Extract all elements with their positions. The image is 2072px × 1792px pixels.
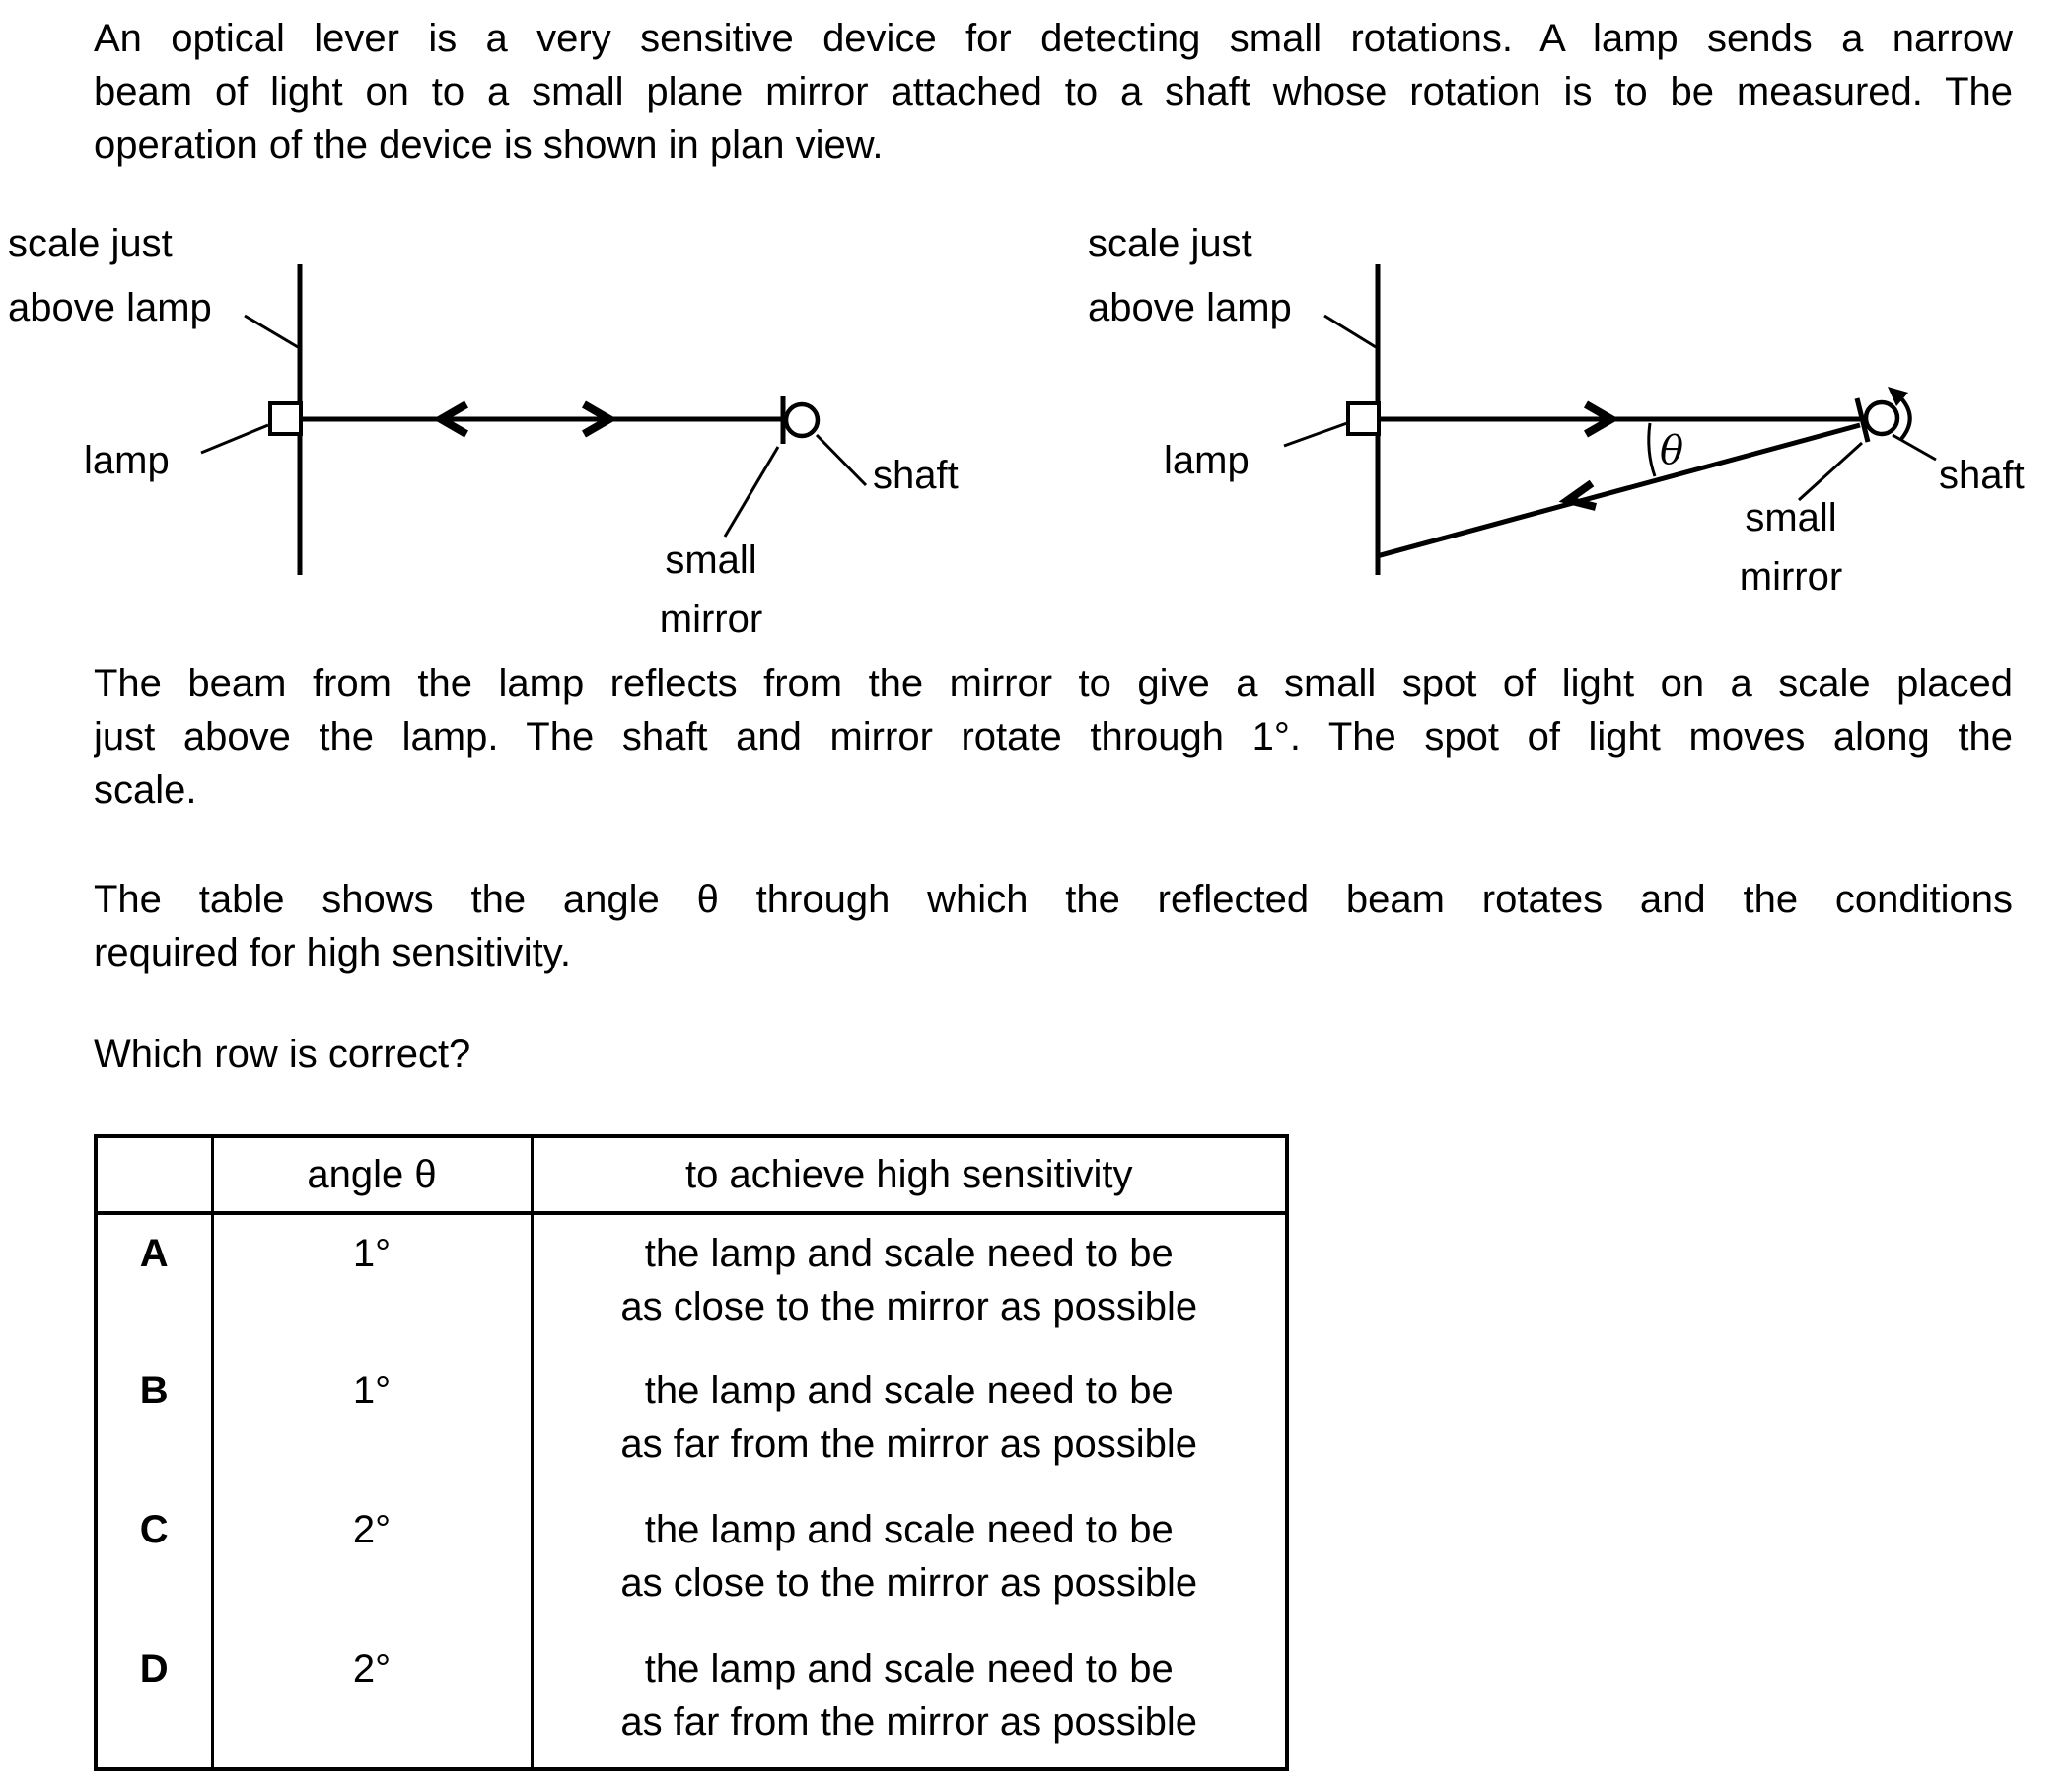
paragraph-line: scale. [94,768,197,812]
answer-table [94,1134,1289,1771]
header-sensitivity-column: to achieve high sensitivity [532,1136,1287,1213]
shaft-symbol [1866,402,1897,434]
condition-line: the lamp and scale need to be [644,1232,1174,1275]
mirror-label-leader-line [725,447,778,537]
table-row-C [96,1491,1287,1630]
paragraph-line: The table shows the angle θ through which the reflected beam rotates and the conditions [94,878,2013,921]
left-shaft-label: shaft [873,454,959,497]
option-letter: A [139,1232,169,1275]
paragraph-line: An optical lever is a very sensitive device for detecting small rotations. A lamp sends a narrow [94,17,2013,60]
left-scale-label-line1: scale just [8,222,173,265]
condition-line: as far from the mirror as possible [620,1700,1198,1744]
angle-value: 1° [212,1352,532,1491]
table-row-D [96,1630,1287,1769]
condition-line: the lamp and scale need to be [644,1508,1174,1551]
mirror-label-leader-line [1799,443,1862,500]
paragraph-line: Which row is correct? [94,1033,471,1076]
paragraph-line: required for high sensitivity. [94,931,571,974]
paragraph-line: beam of light on to a small plane mirror attached to a shaft whose rotation is to be measured. The [94,70,2013,113]
angle-value: 2° [212,1630,532,1769]
shaft-symbol [786,404,818,436]
condition-line: as far from the mirror as possible [620,1422,1198,1466]
angle-value: 1° [212,1213,532,1352]
left-lamp-label: lamp [84,439,170,482]
scale-label-leader-line [245,316,298,347]
header-angle-column: angle θ [212,1136,532,1213]
shaft-label-leader-line [1893,435,1936,460]
condition-cell [532,1630,1287,1769]
condition-cell [532,1352,1287,1491]
header-option-column [96,1136,212,1213]
scale-label-leader-line [1324,316,1376,347]
condition-line: as close to the mirror as possible [620,1561,1198,1605]
table-row-B [96,1352,1287,1491]
diagram-left-before-rotation [201,264,866,575]
left-mirror-label-line2: mirror [659,598,763,641]
paragraph-line: The beam from the lamp reflects from the mirror to give a small spot of light on a scale placed [94,662,2013,705]
right-scale-label-line1: scale just [1088,222,1252,265]
table-row-A [96,1213,1287,1352]
right-mirror-label-line2: mirror [1739,555,1843,599]
condition-line: the lamp and scale need to be [644,1369,1174,1412]
right-lamp-label: lamp [1164,439,1250,482]
option-letter: B [139,1369,169,1412]
paragraph-line: operation of the device is shown in plan view. [94,123,884,167]
condition-line: as close to the mirror as possible [620,1285,1198,1328]
option-letter: C [139,1508,169,1551]
right-scale-label-line2: above lamp [1088,286,1292,329]
lamp-symbol [1348,403,1379,434]
table-header-row [96,1136,1287,1213]
paragraph-line: just above the lamp. The shaft and mirror rotate through 1°. The spot of light moves along the [94,715,2013,758]
lamp-symbol [270,403,301,434]
left-mirror-label-line1: small [665,538,757,582]
left-scale-label-line2: above lamp [8,286,212,329]
option-letter: D [139,1647,169,1690]
reflected-beam-arrow-icon [1568,483,1596,507]
right-mirror-label-line1: small [1745,496,1837,539]
theta-angle-label: θ [1660,428,1684,473]
condition-cell [532,1491,1287,1630]
condition-cell [532,1213,1287,1352]
lamp-label-leader-line [1284,423,1347,446]
lamp-label-leader-line [201,425,268,453]
theta-angle-arc [1649,423,1655,476]
right-shaft-label: shaft [1939,454,2025,497]
condition-line: the lamp and scale need to be [644,1647,1174,1690]
angle-value: 2° [212,1491,532,1630]
shaft-label-leader-line [817,435,866,485]
